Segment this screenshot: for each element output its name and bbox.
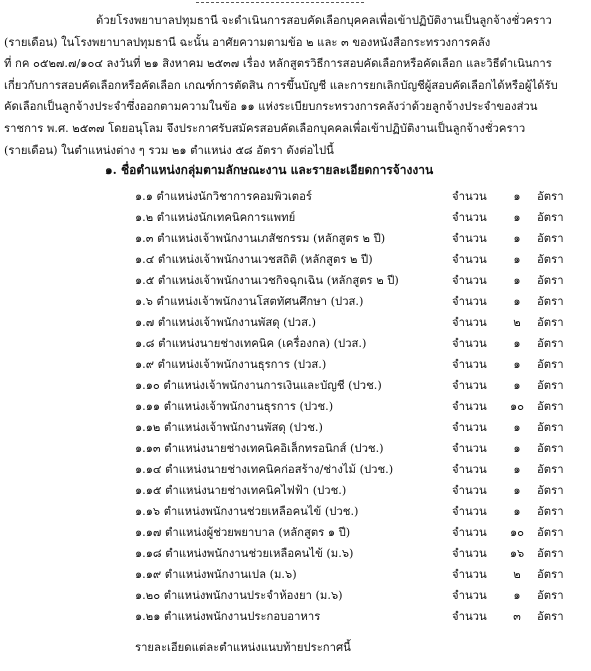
position-count: ๑ [513, 505, 521, 518]
count-unit: อัตรา [537, 463, 564, 476]
position-row [135, 606, 575, 627]
position-count: ๑ [513, 295, 521, 308]
count-label: จำนวน [452, 589, 487, 602]
count-unit: อัตรา [537, 316, 564, 329]
position-name: ๑.๑๐ ตำแหน่งเจ้าพนักงานการเงินและบัญชี (ปวช.) [135, 379, 382, 392]
count-label: จำนวน [452, 442, 487, 455]
intro-line: ราชการ พ.ศ. ๒๕๓๗ โดยอนุโลม จึงประกาศรับสมัครสอบคัดเลือกบุคคลเพื่อเข้าปฏิบัติงานเป็นลูกจ้างชั่วคราว [4, 121, 526, 135]
count-label: จำนวน [452, 379, 487, 392]
position-count: ๑ [513, 232, 521, 245]
top-dashed-divider [196, 2, 364, 3]
position-count: ๑ [513, 421, 521, 434]
intro-paragraph [4, 10, 582, 161]
position-count: ๑ [513, 211, 521, 224]
count-unit: อัตรา [537, 232, 564, 245]
count-unit: อัตรา [537, 295, 564, 308]
position-count: ๑ [513, 589, 521, 602]
count-label: จำนวน [452, 295, 487, 308]
position-count: ๑ [513, 484, 521, 497]
intro-line: ที่ กค ๐๕๒๗.๗/๑๐๔ ลงวันที่ ๒๑ สิงหาคม ๒๕๓๗ เรื่อง หลักสูตรวิธีการสอบคัดเลือกหรือคัดเลือก และวิธีดำเนินการ [4, 57, 552, 71]
position-name: ๑.๑๖ ตำแหน่งพนักงานช่วยเหลือคนไข้ (ปวช.) [135, 505, 359, 518]
position-row [135, 354, 575, 375]
count-unit: อัตรา [537, 421, 564, 434]
position-name: ๑.๑๙ ตำแหน่งพนักงานเปล (ม.๖) [135, 568, 297, 581]
count-unit: อัตรา [537, 337, 564, 350]
position-count: ๑๐ [509, 526, 525, 539]
position-name: ๑.๗ ตำแหน่งเจ้าพนักงานพัสดุ (ปวส.) [135, 316, 316, 329]
count-label: จำนวน [452, 484, 487, 497]
position-name: ๑.๘ ตำแหน่งนายช่างเทคนิค (เครื่องกล) (ปวส.) [135, 337, 367, 350]
count-label: จำนวน [452, 211, 487, 224]
count-unit: อัตรา [537, 526, 564, 539]
count-label: จำนวน [452, 568, 487, 581]
count-unit: อัตรา [537, 379, 564, 392]
count-label: จำนวน [452, 232, 487, 245]
position-row [135, 207, 575, 228]
intro-line: ด้วยโรงพยาบาลปทุมธานี จะดำเนินการสอบคัดเลือกบุคคลเพื่อเข้าปฏิบัติงานเป็นลูกจ้างชั่วคราว [96, 14, 552, 27]
position-count: ๑ [513, 379, 521, 392]
position-name: ๑.๑ ตำแหน่งนักวิชาการคอมพิวเตอร์ [135, 190, 312, 203]
position-count: ๑ [513, 358, 521, 371]
position-count: ๑ [513, 442, 521, 455]
footnote-text: รายละเอียดแต่ละตำแหน่งแนบท้ายประกาศนี้ [135, 641, 351, 654]
position-row [135, 501, 575, 522]
position-name: ๑.๑๘ ตำแหน่งพนักงานช่วยเหลือคนไข้ (ม.๖) [135, 547, 354, 560]
position-list [135, 186, 575, 627]
position-row [135, 543, 575, 564]
position-name: ๑.๙ ตำแหน่งเจ้าพนักงานธุรการ (ปวส.) [135, 358, 327, 371]
position-row [135, 270, 575, 291]
position-row [135, 333, 575, 354]
position-name: ๑.๖ ตำแหน่งเจ้าพนักงานโสตทัศนศึกษา (ปวส.) [135, 295, 364, 308]
count-unit: อัตรา [537, 358, 564, 371]
count-label: จำนวน [452, 610, 487, 623]
count-label: จำนวน [452, 505, 487, 518]
count-unit: อัตรา [537, 190, 564, 203]
position-row [135, 480, 575, 501]
position-row [135, 249, 575, 270]
position-row [135, 585, 575, 606]
section-heading: ๑. ชื่อตำแหน่งกลุ่มตามลักษณะงาน และรายละเอียดการจ้างงาน [105, 163, 434, 177]
position-row [135, 228, 575, 249]
count-label: จำนวน [452, 526, 487, 539]
position-name: ๑.๒ ตำแหน่งนักเทคนิคการแพทย์ [135, 211, 296, 224]
position-count: ๓ [513, 610, 521, 623]
position-name: ๑.๑๕ ตำแหน่งนายช่างเทคนิคไฟฟ้า (ปวช.) [135, 484, 347, 497]
count-unit: อัตรา [537, 610, 564, 623]
position-name: ๑.๑๓ ตำแหน่งนายช่างเทคนิคอิเล็กทรอนิกส์ (ปวช.) [135, 442, 384, 455]
position-name: ๑.๑๗ ตำแหน่งผู้ช่วยพยาบาล (หลักสูตร ๑ ปี) [135, 526, 351, 539]
position-row [135, 291, 575, 312]
intro-line: เกี่ยวกับการสอบคัดเลือกหรือคัดเลือก เกณฑ์การตัดสิน การขึ้นบัญชี และการยกเลิกบัญชีผู้สอบคัดเลือกได้หรือผู้ได้รับ [4, 78, 558, 92]
position-name: ๑.๑๑ ตำแหน่งเจ้าพนักงานธุรการ (ปวช.) [135, 400, 334, 413]
position-row [135, 396, 575, 417]
count-label: จำนวน [452, 316, 487, 329]
position-name: ๑.๔ ตำแหน่งเจ้าพนักงานเวชสถิติ (หลักสูตร ๒ ปี) [135, 253, 373, 266]
position-name: ๑.๑๔ ตำแหน่งนายช่างเทคนิคก่อสร้าง/ช่างไม้ (ปวช.) [135, 463, 394, 476]
position-count: ๑ [513, 253, 521, 266]
count-unit: อัตรา [537, 274, 564, 287]
count-unit: อัตรา [537, 442, 564, 455]
position-row [135, 522, 575, 543]
position-row [135, 438, 575, 459]
count-label: จำนวน [452, 274, 487, 287]
position-row [135, 417, 575, 438]
position-name: ๑.๓ ตำแหน่งเจ้าพนักงานเภสัชกรรม (หลักสูตร ๒ ปี) [135, 232, 386, 245]
count-unit: อัตรา [537, 589, 564, 602]
count-unit: อัตรา [537, 505, 564, 518]
position-count: ๑ [513, 190, 521, 203]
count-label: จำนวน [452, 547, 487, 560]
position-count: ๑ [513, 274, 521, 287]
count-unit: อัตรา [537, 484, 564, 497]
count-label: จำนวน [452, 421, 487, 434]
position-row [135, 459, 575, 480]
position-row [135, 564, 575, 585]
count-label: จำนวน [452, 337, 487, 350]
count-unit: อัตรา [537, 400, 564, 413]
position-row [135, 312, 575, 333]
position-name: ๑.๒๐ ตำแหน่งพนักงานประจำห้องยา (ม.๖) [135, 589, 343, 602]
intro-line: คัดเลือกเป็นลูกจ้างประจำซึ่งออกตามความในข้อ ๑๑ แห่งระเบียบกระทรวงการคลังว่าด้วยลูกจ้างประจำของส่วน [4, 100, 538, 114]
position-name: ๑.๒๑ ตำแหน่งพนักงานประกอบอาหาร [135, 610, 321, 623]
count-unit: อัตรา [537, 547, 564, 560]
position-count: ๑ [513, 463, 521, 476]
count-label: จำนวน [452, 463, 487, 476]
count-unit: อัตรา [537, 253, 564, 266]
count-label: จำนวน [452, 190, 487, 203]
position-count: ๑๖ [509, 547, 525, 560]
intro-line: (รายเดือน) ในตำแหน่งต่าง ๆ รวม ๒๑ ตำแหน่ง ๕๘ อัตรา ดังต่อไปนี้ [4, 143, 334, 157]
intro-line: (รายเดือน) ในโรงพยาบาลปทุมธานี ฉะนั้น อาศัยความตามข้อ ๒ และ ๓ ของหนังสือกระทรวงการคลัง [4, 35, 491, 49]
count-unit: อัตรา [537, 211, 564, 224]
position-count: ๒ [513, 568, 521, 581]
position-row [135, 375, 575, 396]
position-count: ๑ [513, 337, 521, 350]
position-name: ๑.๕ ตำแหน่งเจ้าพนักงานเวชกิจฉุกเฉิน (หลักสูตร ๒ ปี) [135, 274, 399, 287]
position-name: ๑.๑๒ ตำแหน่งเจ้าพนักงานพัสดุ (ปวช.) [135, 421, 323, 434]
count-unit: อัตรา [537, 568, 564, 581]
count-label: จำนวน [452, 400, 487, 413]
position-count: ๑๐ [509, 400, 525, 413]
position-row [135, 186, 575, 207]
count-label: จำนวน [452, 253, 487, 266]
position-count: ๒ [513, 316, 521, 329]
count-label: จำนวน [452, 358, 487, 371]
